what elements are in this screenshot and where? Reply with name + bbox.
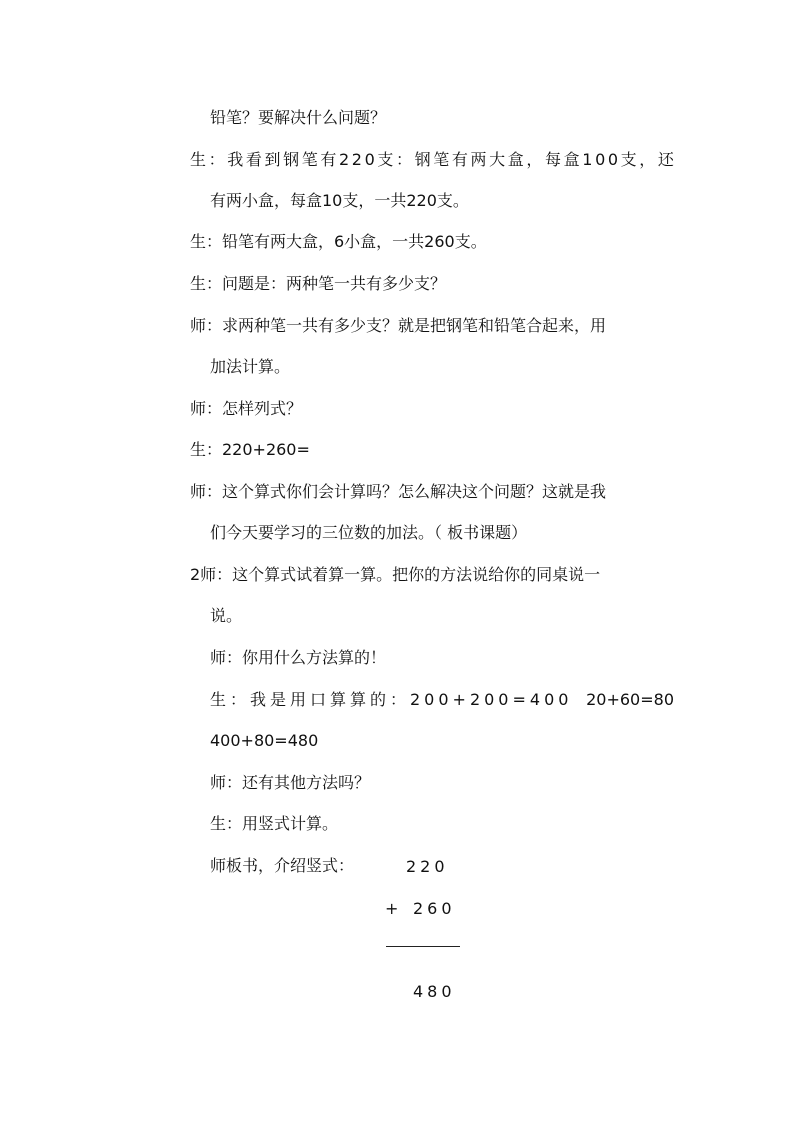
text-line: 生：铅笔有两大盒，6小盒，一共260支。 bbox=[190, 232, 487, 251]
text-line: 师：怎样列式？ bbox=[190, 399, 303, 418]
text-line: 师：你用什么方法算的！ bbox=[210, 648, 387, 667]
text-line: 生：220+260= bbox=[190, 440, 310, 459]
text-line: 有两小盒，每盒10支，一共220支。 bbox=[210, 191, 469, 210]
oral-calc-left: 生：我是用口算算的：200+200=400 bbox=[210, 690, 573, 709]
text-line: 们今天要学习的三位数的加法。（ 板书课题） bbox=[210, 523, 528, 542]
text-line: 400+80=480 bbox=[210, 731, 319, 750]
text-line: 铅笔？要解决什么问题？ bbox=[210, 108, 387, 127]
text-line: 生 ： 我 看 到 钢 笔 有 2 2 0 支 ： 钢 笔 有 两 大 盒 ， 每 盒 1 0 0 支 ， 还 bbox=[190, 150, 674, 169]
text-line: 2师：这个算式试着算一算。把你的方法说给你的同桌说一 bbox=[190, 565, 601, 584]
text-line: 生：问题是：两种笔一共有多少支？ bbox=[190, 274, 447, 293]
text-line: 师：还有其他方法吗？ bbox=[210, 773, 371, 792]
text-line: 师板书，介绍竖式： bbox=[210, 856, 355, 875]
text-line: 生：用竖式计算。 bbox=[210, 814, 339, 833]
vertical-calc-addend2: 260 bbox=[413, 899, 456, 918]
text-line-oral-calc bbox=[210, 690, 674, 712]
text-line: 师：求两种笔一共有多少支？就是把钢笔和铅笔合起来，用 bbox=[190, 316, 607, 335]
vertical-calc-addend1: 220 bbox=[406, 857, 449, 876]
text-line: 师：这个算式你们会计算吗？怎么解决这个问题？这就是我 bbox=[190, 482, 607, 501]
oral-calc-right: 20+60=80 bbox=[586, 690, 674, 709]
text-line: 加法计算。 bbox=[210, 357, 291, 376]
text-line: 说。 bbox=[210, 606, 243, 625]
vertical-calc-rule bbox=[386, 946, 460, 947]
vertical-calc-operator: + bbox=[385, 899, 403, 918]
vertical-calc-sum: 480 bbox=[413, 982, 456, 1001]
